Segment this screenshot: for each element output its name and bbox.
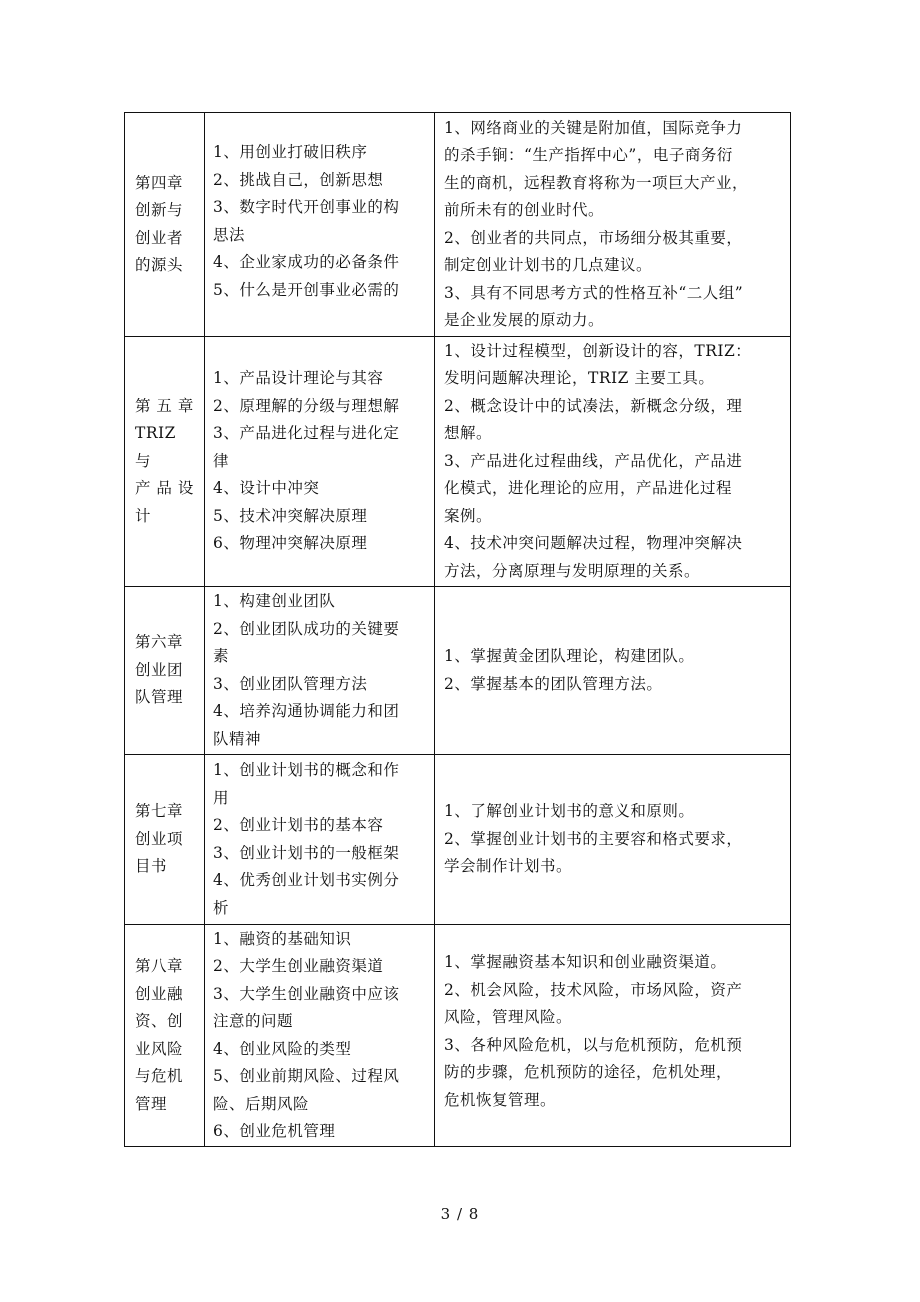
topic-line: 注意的问题 (213, 1012, 294, 1030)
chapter-line: 创新与 (135, 201, 184, 219)
goals-cell (435, 587, 791, 755)
chapter-cell (125, 755, 205, 925)
topic-line: 律 (213, 451, 230, 470)
topics-cell (205, 337, 435, 587)
course-table (124, 112, 791, 1147)
topic-line: 3、产品进化过程与进化定 (213, 424, 400, 443)
topic-line: 2、大学生创业融资渠道 (213, 957, 384, 975)
chapter-line: TRIZ 与 (135, 424, 176, 470)
goal-line: 方法，分离原理与发明原理的关系。 (444, 561, 701, 580)
chapter-line: 创业融 (135, 984, 184, 1003)
topic-line: 险、后期风险 (213, 1094, 310, 1113)
chapter-line: 计 (135, 506, 152, 525)
chapter-line: 与危机 (135, 1067, 184, 1085)
table-row (125, 925, 791, 1147)
topic-line: 1、创业计划书的概念和作 (213, 761, 400, 779)
goal-line: 生的商机，远程教育将称为一项巨大产业， (444, 173, 749, 192)
topic-line: 用 (213, 788, 230, 807)
goal-line: 案例。 (444, 506, 493, 525)
topic-line: 1、构建创业团队 (213, 592, 336, 610)
goal-line: 2、掌握创业计划书的主要容和格式要求， (444, 829, 743, 848)
goal-line: 2、机会风险，技术风险，市场风险，资产 (444, 980, 743, 999)
page-number: 3 / 8 (440, 1205, 480, 1223)
topic-line: 1、融资的基础知识 (213, 929, 352, 948)
topic-line: 6、物理冲突解决原理 (213, 534, 368, 553)
table-row (125, 755, 791, 925)
chapter-cell (125, 337, 205, 587)
goals-cell (435, 337, 791, 587)
topic-line: 2、创业团队成功的关键要 (213, 619, 400, 638)
topic-line: 5、创业前期风险、过程风 (213, 1067, 400, 1085)
topic-line: 2、挑战自己，创新思想 (213, 170, 384, 189)
goal-line: 制定创业计划书的几点建议。 (444, 256, 653, 274)
goal-line: 1、掌握黄金团队理论，构建团队。 (444, 647, 695, 665)
topics-cell (205, 587, 435, 755)
chapter-line: 的源头 (135, 256, 184, 274)
topic-line: 2、创业计划书的基本容 (213, 816, 384, 834)
goal-line: 的杀手锏：“生产指挥中心”，电子商务衍 (444, 146, 733, 164)
chapter-cell (125, 587, 205, 755)
goals-cell (435, 925, 791, 1147)
goal-line: 前所未有的创业时代。 (444, 201, 605, 219)
goal-line: 2、概念设计中的试凑法，新概念分级，理 (444, 396, 743, 415)
topic-line: 4、培养沟通协调能力和团 (213, 702, 400, 720)
table-row (125, 587, 791, 755)
goal-line: 学会制作计划书。 (444, 857, 573, 876)
table-row (125, 113, 791, 337)
goals-cell (435, 113, 791, 337)
course-table-body (125, 113, 791, 1147)
chapter-line: 第七章 (135, 802, 184, 821)
chapter-line: 业风险 (135, 1039, 184, 1058)
topic-line: 3、创业计划书的一般框架 (213, 843, 400, 862)
topic-line: 队精神 (213, 729, 262, 748)
topic-line: 4、设计中冲突 (213, 479, 320, 498)
chapter-cell (125, 925, 205, 1147)
goal-line: 危机恢复管理。 (444, 1090, 557, 1109)
goal-line: 3、各种风险危机，以与危机预防，危机预 (444, 1035, 743, 1054)
goal-line: 4、技术冲突问题解决过程，物理冲突解决 (444, 534, 743, 553)
topic-line: 6、创业危机管理 (213, 1122, 336, 1140)
chapter-line: 目书 (135, 857, 168, 876)
goal-line: 2、创业者的共同点，市场细分极其重要， (444, 228, 743, 247)
goal-line: 发明问题解决理论，TRIZ 主要工具。 (444, 369, 715, 388)
goal-line: 1、掌握融资基本知识和创业融资渠道。 (444, 953, 727, 971)
goal-line: 3、具有不同思考方式的性格互补“二人组” (444, 283, 744, 302)
topic-line: 4、优秀创业计划书实例分 (213, 871, 400, 889)
chapter-line: 第 五 章 (135, 396, 194, 415)
goal-line: 风险，管理风险。 (444, 1008, 573, 1026)
topics-cell (205, 925, 435, 1147)
topic-line: 析 (213, 898, 230, 917)
topic-line: 素 (213, 647, 230, 665)
topic-line: 5、什么是开创事业必需的 (213, 280, 400, 299)
chapter-line: 第四章 (135, 173, 184, 192)
topic-line: 1、产品设计理论与其容 (213, 369, 384, 388)
topic-line: 2、原理解的分级与理想解 (213, 396, 400, 415)
topic-line: 4、企业家成功的必备条件 (213, 253, 400, 271)
goal-line: 3、产品进化过程曲线，产品优化，产品进 (444, 451, 743, 470)
chapter-line: 管理 (135, 1094, 168, 1113)
chapter-line: 产 品 设 (135, 479, 194, 498)
goal-line: 防的步骤，危机预防的途径，危机处理， (444, 1063, 733, 1081)
goal-line: 1、了解创业计划书的意义和原则。 (444, 802, 695, 821)
topic-line: 3、大学生创业融资中应该 (213, 984, 400, 1003)
topic-line: 5、技术冲突解决原理 (213, 506, 368, 525)
topic-line: 4、创业风险的类型 (213, 1039, 352, 1058)
chapter-line: 创业项 (135, 829, 184, 848)
chapter-line: 资、创 (135, 1012, 184, 1030)
topic-line: 3、数字时代开创事业的构 (213, 198, 400, 216)
goal-line: 化模式，进化理论的应用，产品进化过程 (444, 479, 733, 498)
topic-line: 3、创业团队管理方法 (213, 674, 368, 693)
goal-line: 想解。 (444, 424, 493, 443)
chapter-line: 第八章 (135, 957, 184, 975)
topics-cell (205, 755, 435, 925)
topics-cell (205, 113, 435, 337)
goals-cell (435, 755, 791, 925)
chapter-line: 创业者 (135, 228, 184, 247)
topic-line: 1、用创业打破旧秩序 (213, 143, 368, 161)
chapter-cell (125, 113, 205, 337)
goal-line: 1、网络商业的关键是附加值，国际竞争力 (444, 118, 743, 137)
goal-line: 1、设计过程模型，创新设计的容，TRIZ： (444, 341, 752, 360)
chapter-line: 队管理 (135, 688, 184, 707)
topic-line: 思法 (213, 225, 246, 244)
goal-line: 是企业发展的原动力。 (444, 311, 605, 329)
chapter-line: 创业团 (135, 660, 184, 679)
table-row (125, 337, 791, 587)
chapter-line: 第六章 (135, 633, 184, 652)
goal-line: 2、掌握基本的团队管理方法。 (444, 674, 663, 693)
